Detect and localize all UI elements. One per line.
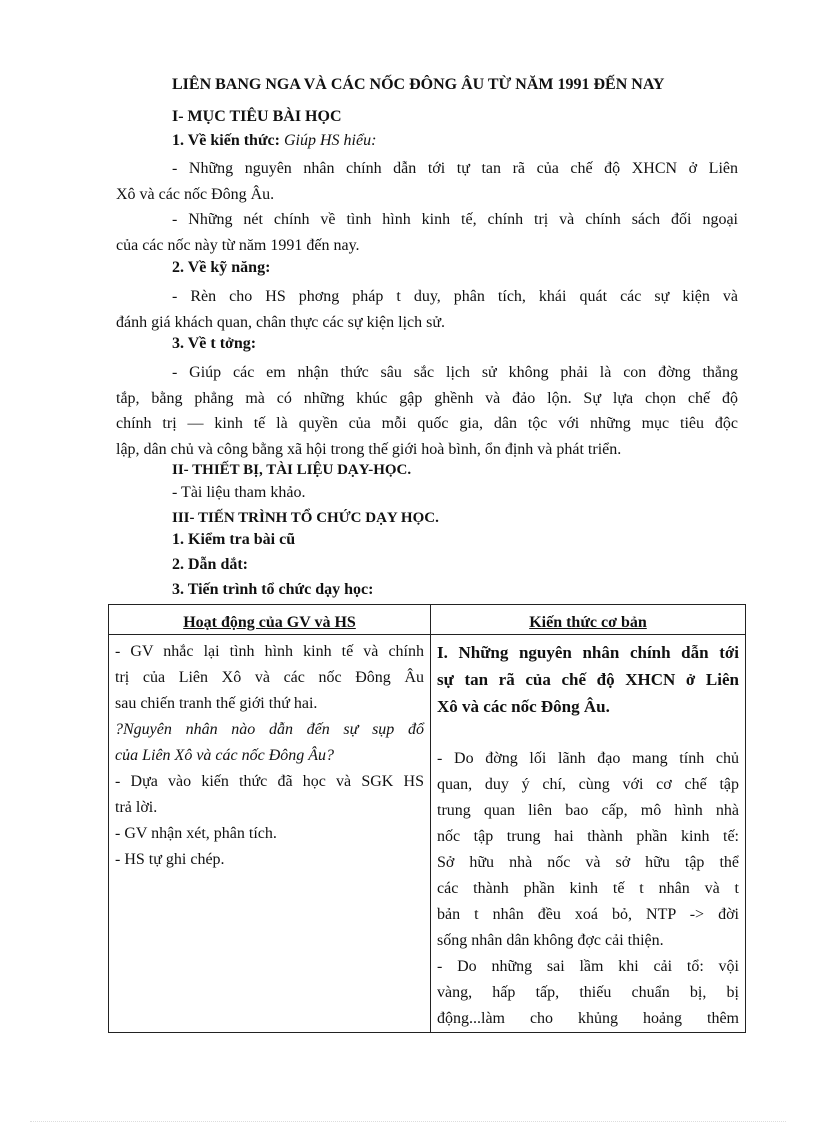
activities-cell bbox=[109, 635, 431, 1033]
attitude-heading: 3. Về t tởng: bbox=[172, 335, 257, 352]
knowledge-note: Giúp HS hiểu: bbox=[283, 132, 377, 149]
text-line: trị của Liên Xô và các nốc Đông Âu bbox=[115, 669, 424, 686]
knowledge-heading-line: I. Những nguyên nhân chính dẫn tới bbox=[437, 643, 739, 662]
text-line: sau chiến tranh thế giới thứ hai. bbox=[115, 695, 318, 712]
text-line: của các nốc này từ năm 1991 đến nay. bbox=[116, 236, 360, 254]
knowledge-label: 1. Về kiến thức: bbox=[172, 132, 280, 149]
text-line: bản t nhân đều xoá bỏ, NTP -> đời bbox=[437, 906, 739, 923]
knowledge-heading bbox=[172, 132, 376, 150]
blank-line bbox=[437, 720, 739, 746]
text-line: - Những nét chính về tình hình kinh tế, chính trị và chính sách đối ngoại bbox=[172, 211, 738, 228]
text-line: trả lời. bbox=[115, 799, 158, 816]
text-line: Sở hữu nhà nốc và sở hữu tập thể bbox=[437, 854, 739, 871]
text-line: quan, duy ý chí, cùng với cơ chế tập bbox=[437, 776, 739, 793]
section-1-heading: I- MỤC TIÊU BÀI HỌC bbox=[172, 108, 342, 125]
text-line: - Rèn cho HS phơng pháp t duy, phân tích, khái quát các sự kiện và bbox=[172, 288, 738, 305]
knowledge-paragraph-2 bbox=[116, 207, 738, 258]
question-line: ?Nguyên nhân nào dẫn đến sự sụp đổ bbox=[115, 721, 424, 738]
knowledge-paragraph-1 bbox=[116, 156, 738, 207]
table-header-row bbox=[109, 605, 746, 635]
text-line: - Do những sai lầm khi cải tổ: vội bbox=[437, 958, 739, 975]
text-line: sống nhân dân không đợc cải thiện. bbox=[437, 932, 664, 949]
text-line: chính trị — kinh tế là quyền của mỗi quốc gia, dân tộc với những mục tiêu độc bbox=[116, 415, 738, 432]
text-line: trung quan liên bao cấp, mô hình nhà bbox=[437, 802, 739, 819]
section-2-item: - Tài liệu tham khảo. bbox=[172, 484, 306, 501]
text-line: - GV nhận xét, phân tích. bbox=[115, 825, 277, 842]
text-line: nốc tập trung hai thành phần kinh tế: bbox=[437, 828, 739, 845]
step-3: 3. Tiến trình tổ chức dạy học: bbox=[172, 581, 374, 598]
step-1: 1. Kiểm tra bài cũ bbox=[172, 531, 296, 548]
section-2-heading: II- THIẾT BỊ, TÀI LIỆU DẠY-HỌC. bbox=[172, 462, 412, 478]
text-line: lập, dân chủ và công bằng xã hội trong thế giới hoà bình, ổn định và phát triển. bbox=[116, 440, 622, 458]
text-line: các thành phần kinh tế t nhân và t bbox=[437, 880, 739, 897]
page-bottom-rule bbox=[30, 1121, 786, 1122]
document-title: LIÊN BANG NGA VÀ CÁC NỐC ĐÔNG ÂU TỪ NĂM 1991 ĐẾN NAY bbox=[172, 76, 665, 93]
text-line: - Những nguyên nhân chính dẫn tới tự tan rã của chế độ XHCN ở Liên bbox=[172, 160, 738, 177]
skills-paragraph bbox=[116, 284, 738, 335]
text-line: vàng, hấp tấp, thiếu chuẩn bị, bị bbox=[437, 984, 739, 1001]
column-header-knowledge: Kiến thức cơ bản bbox=[431, 605, 746, 635]
text-line: - Giúp các em nhận thức sâu sắc lịch sử không phải là con đờng thẳng bbox=[172, 364, 738, 381]
knowledge-heading-line: Xô và các nốc Đông Âu. bbox=[437, 697, 610, 716]
text-line: Xô và các nốc Đông Âu. bbox=[116, 185, 275, 203]
text-line: - HS tự ghi chép. bbox=[115, 851, 225, 868]
knowledge-heading-line: sự tan rã của chế độ XHCN ở Liên bbox=[437, 670, 739, 689]
lesson-table bbox=[108, 604, 746, 1033]
text-line: - Dựa vào kiến thức đã học và SGK HS bbox=[115, 773, 424, 790]
skills-heading: 2. Về kỹ năng: bbox=[172, 259, 271, 276]
text-line: đánh giá khách quan, chân thực các sự kiện lịch sử. bbox=[116, 313, 446, 331]
attitude-paragraph bbox=[116, 360, 738, 462]
section-3-heading: III- TIẾN TRÌNH TỔ CHỨC DẠY HỌC. bbox=[172, 510, 439, 526]
question-line: của Liên Xô và các nốc Đông Âu? bbox=[115, 747, 335, 764]
column-header-activities: Hoạt động của GV và HS bbox=[109, 605, 431, 635]
text-line: động...làm cho khủng hoảng thêm bbox=[437, 1010, 739, 1027]
text-line: - GV nhắc lại tình hình kinh tế và chính bbox=[115, 643, 424, 660]
knowledge-cell bbox=[431, 635, 746, 1033]
step-2: 2. Dẫn dắt: bbox=[172, 556, 249, 573]
text-line: - Do đờng lối lãnh đạo mang tính chủ bbox=[437, 750, 739, 767]
table-row bbox=[109, 635, 746, 1033]
text-line: tắp, bằng phẳng mà có những khúc gập ghềnh và đảo lộn. Sự lựa chọn chế độ bbox=[116, 389, 738, 407]
